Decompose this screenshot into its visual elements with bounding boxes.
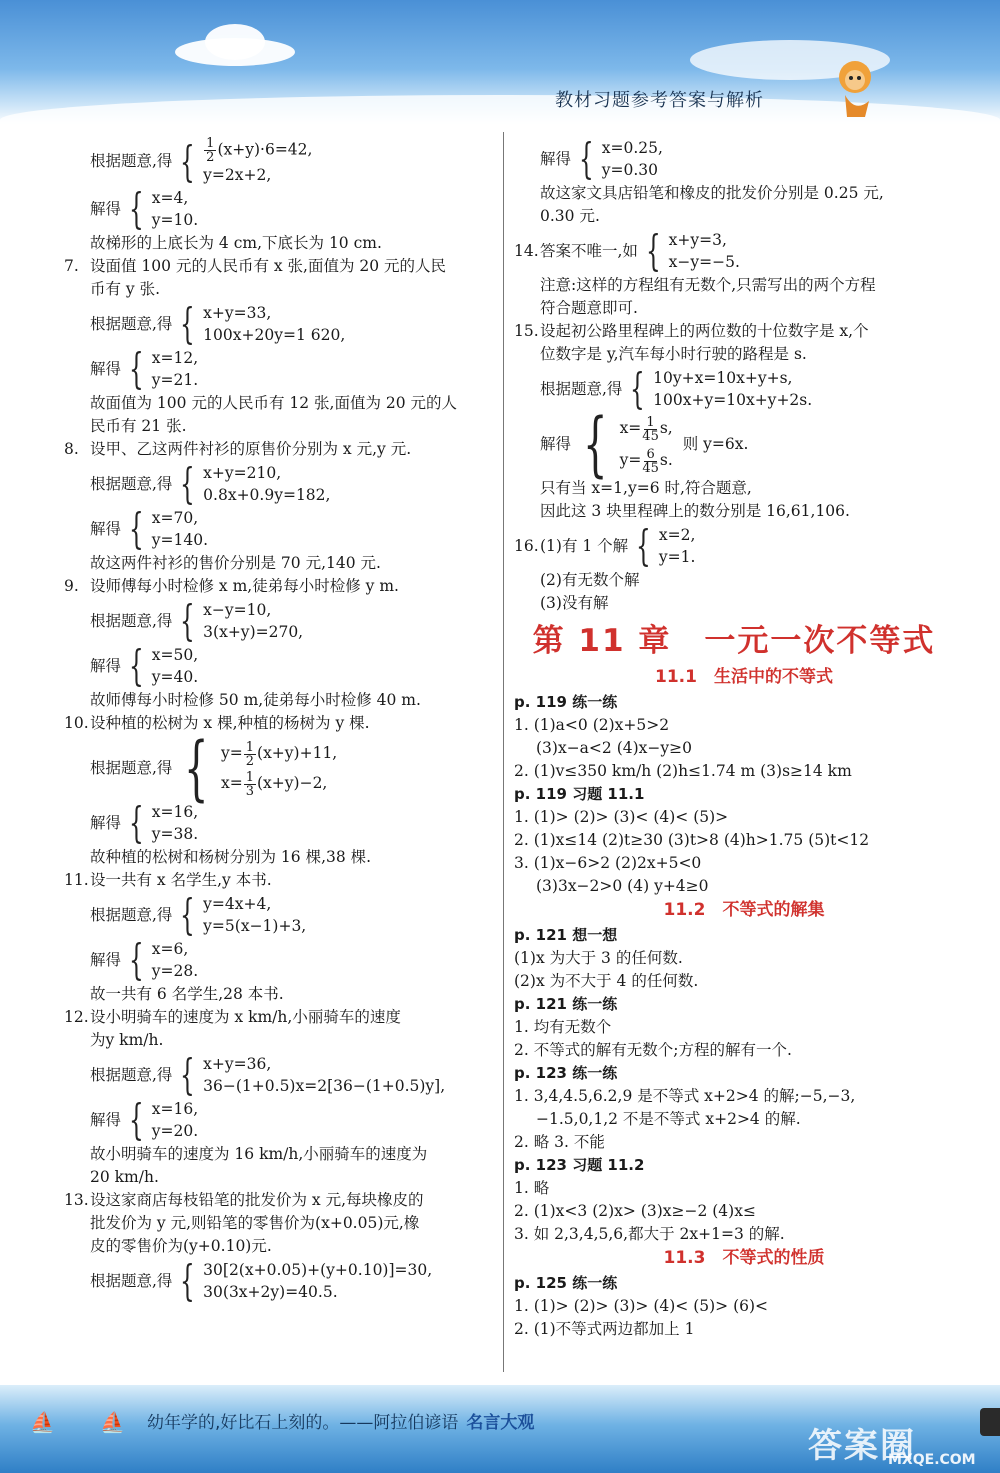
text-line: (1)x 为大于 3 的任何数. (514, 949, 683, 967)
text-line: 2. (1)x<3 (2)x> (3)x≥−2 (4)x≤ (514, 1202, 756, 1220)
text-line: 故师傅每小时检修 50 m,徒弟每小时检修 40 m. (90, 691, 421, 709)
text-line: 1. 均有无数个 (514, 1018, 612, 1036)
right-column (514, 136, 954, 1341)
text-line: 故这家文具店铅笔和橡皮的批发价分别是 0.25 元, (540, 184, 884, 202)
quote-tag: 名言大观 (466, 1413, 535, 1433)
question-10: 10.设种植的松树为 x 棵,种植的杨树为 y 棵. (64, 714, 370, 732)
text-line: 1. (1)a<0 (2)x+5>2 (514, 716, 670, 734)
question-9: 9. 设师傅每小时检修 x m,徒弟每小时检修 y m. (64, 577, 399, 595)
text-line: 故一共有 6 名学生,28 本书. (90, 985, 284, 1003)
question-11: 11.设一共有 x 名学生,y 本书. (64, 871, 272, 889)
text-line: −1.5,0,1,2 不是不等式 x+2>4 的解. (536, 1110, 801, 1128)
text-line: 2. (1)x≤14 (2)t≥30 (3)t>8 (4)h>1.75 (5)t<12 (514, 831, 870, 849)
equation-system: 根据题意,得 { x+y=210, 0.8x+0.9y=182, (90, 459, 331, 508)
subsection-title: p. 123 习题 11.2 (514, 1156, 645, 1174)
equation-system: 根据题意,得 { x−y=10, 3(x+y)=270, (90, 596, 304, 645)
text-line: (3)3x−2>0 (4) y+4≥0 (536, 877, 709, 895)
text-line: (2)有无数个解 (540, 571, 640, 589)
text-line: (3)没有解 (540, 594, 609, 612)
mascot-icon (825, 55, 885, 120)
footer-quote: 幼年学的,好比石上刻的。——阿拉伯谚语 名言大观 (147, 1413, 535, 1433)
question-14: 14. 答案不唯一,如 { x+y=3, x−y=−5. (514, 226, 740, 275)
subsection-title: p. 121 想一想 (514, 926, 618, 944)
solution-system: 解得 { x=16, y=20. (90, 1095, 199, 1144)
text-line: 为y km/h. (90, 1031, 164, 1049)
text-line: (2)x 为不大于 4 的任何数. (514, 972, 699, 990)
equation-system: 根据题意,得 { y= $\frac{1}{2}$ (x+y)+11, x= $\frac{1}{3}$ (x+y)−2, (90, 727, 338, 809)
subsection-title: p. 125 练一练 (514, 1274, 618, 1292)
solution-system: 解得 { x=70, y=140. (90, 504, 209, 553)
equation-system: 根据题意,得 { 10y+x=10x+y+s, 100x+y=10x+y+2s. (540, 364, 813, 413)
text-line: 0.30 元. (540, 207, 600, 225)
text-line: 2. 不等式的解有无数个;方程的解有一个. (514, 1041, 792, 1059)
question-15: 15.设起初公路里程碑上的两位数的十位数字是 x,个 (514, 322, 869, 340)
text-line: 1. (1)> (2)> (3)> (4)< (5)> (6)< (514, 1297, 769, 1315)
watermark: 答案圈 (808, 1426, 916, 1466)
subsection-title: p. 123 练一练 (514, 1064, 618, 1082)
question-12: 12.设小明骑车的速度为 x km/h,小丽骑车的速度 (64, 1008, 401, 1026)
text-line: 1. (1)> (2)> (3)< (4)< (5)> (514, 808, 729, 826)
solution-system: 解得 { x= $\frac{1}{45}$ s, y= $\frac{6}{45}$ s. 则 y=6x. (540, 403, 749, 485)
header-banner (0, 0, 1000, 125)
text-line: 皮的零售价为(y+0.10)元. (90, 1237, 272, 1255)
text-line: 只有当 x=1,y=6 时,符合题意, (540, 479, 752, 497)
section-title: 11.1 生活中的不等式 (655, 667, 833, 687)
text-line: 注意:这样的方程组有无数个,只需写出的两个方程 (540, 276, 876, 294)
text-line: 1. 略 (514, 1179, 550, 1197)
question-7: 7. 设面值 100 元的人民币有 x 张,面值为 20 元的人民 (64, 257, 447, 275)
question-13: 13.设这家商店每枝铅笔的批发价为 x 元,每块橡皮的 (64, 1191, 424, 1209)
text-line: 1. 3,4,4.5,6.2,9 是不等式 x+2>4 的解;−5,−3, (514, 1087, 856, 1105)
solution-system: 解得 { x=50, y=40. (90, 641, 199, 690)
cloud-decoration (205, 24, 265, 60)
text-line: 符合题意即可. (540, 299, 638, 317)
solution-system: 解得 { x=12, y=21. (90, 344, 199, 393)
text-line: 币有 y 张. (90, 280, 161, 298)
text-line: 位数字是 y,汽车每小时行驶的路程是 s. (540, 345, 807, 363)
question-8: 8. 设甲、乙这两件衬衫的原售价分别为 x 元,y 元. (64, 440, 412, 458)
equation-system: 根据题意,得 { 30[2(x+0.05)+(y+0.10)]=30, 30(3x+2y)=40.5. (90, 1256, 433, 1305)
text-line: 故小明骑车的速度为 16 km/h,小丽骑车的速度为 (90, 1145, 428, 1163)
solution-system: 解得 { x=6, y=28. (90, 935, 199, 984)
solution-system: 解得 { x=16, y=38. (90, 798, 199, 847)
text-line: 因此这 3 块里程碑上的数分别是 16,61,106. (540, 502, 850, 520)
text-line: 3. (1)x−6>2 (2)2x+5<0 (514, 854, 702, 872)
equation-system: 根据题意,得 { x+y=36, 36−(1+0.5)x=2[36−(1+0.5)y], (90, 1050, 446, 1099)
text-line: 2. 略 3. 不能 (514, 1133, 605, 1151)
question-16: 16. (1)有 1 个解 { x=2, y=1. (514, 521, 696, 570)
equation-system: 根据题意,得 { x+y=33, 100x+20y=1 620, (90, 299, 346, 348)
text-line: 20 km/h. (90, 1168, 159, 1186)
left-column (64, 136, 494, 1304)
text-line: 3. 如 2,3,4,5,6,都大于 2x+1=3 的解. (514, 1225, 785, 1243)
equation-system: 根据题意,得 { $\frac{1}{2}$ (x+y)·6=42, y=2x+2, (90, 136, 313, 186)
chapter-title: 第 11 章 一元一次不等式 (532, 623, 936, 659)
section-title: 11.3 不等式的性质 (663, 1248, 825, 1268)
text-line: 故种植的松树和杨树分别为 16 棵,38 棵. (90, 848, 372, 866)
boat-icon: ⛵ (30, 1410, 55, 1434)
subsection-title: p. 121 练一练 (514, 995, 618, 1013)
text-line: 批发价为 y 元,则铅笔的零售价为(x+0.05)元,橡 (90, 1214, 420, 1232)
column-divider (503, 132, 504, 1372)
subsection-title: p. 119 练一练 (514, 693, 618, 711)
section-title: 11.2 不等式的解集 (663, 900, 825, 920)
boat-icon: ⛵ (100, 1410, 125, 1434)
text-line: 故这两件衬衫的售价分别是 70 元,140 元. (90, 554, 381, 572)
page-corner (980, 1408, 1000, 1436)
answer-text: 故梯形的上底长为 4 cm,下底长为 10 cm. (90, 234, 382, 252)
equation-system: 根据题意,得 { y=4x+4, y=5(x−1)+3, (90, 890, 307, 939)
subsection-title: p. 119 习题 11.1 (514, 785, 645, 803)
text-line: 民币有 21 张. (90, 417, 187, 435)
text-line: 2. (1)v≤350 km/h (2)h≤1.74 m (3)s≥14 km (514, 762, 852, 780)
text-line: 2. (1)不等式两边都加上 1 (514, 1320, 695, 1338)
solution-system: 解得 { x=4, y=10. (90, 184, 199, 233)
solution-system: 解得 { x=0.25, y=0.30 (540, 134, 663, 183)
text-line: (3)x−a<2 (4)x−y≥0 (536, 739, 692, 757)
watermark-url: MXQE.COM (888, 1452, 976, 1468)
header-title: 教材习题参考答案与解析 (555, 90, 764, 111)
text-line: 故面值为 100 元的人民币有 12 张,面值为 20 元的人 (90, 394, 458, 412)
